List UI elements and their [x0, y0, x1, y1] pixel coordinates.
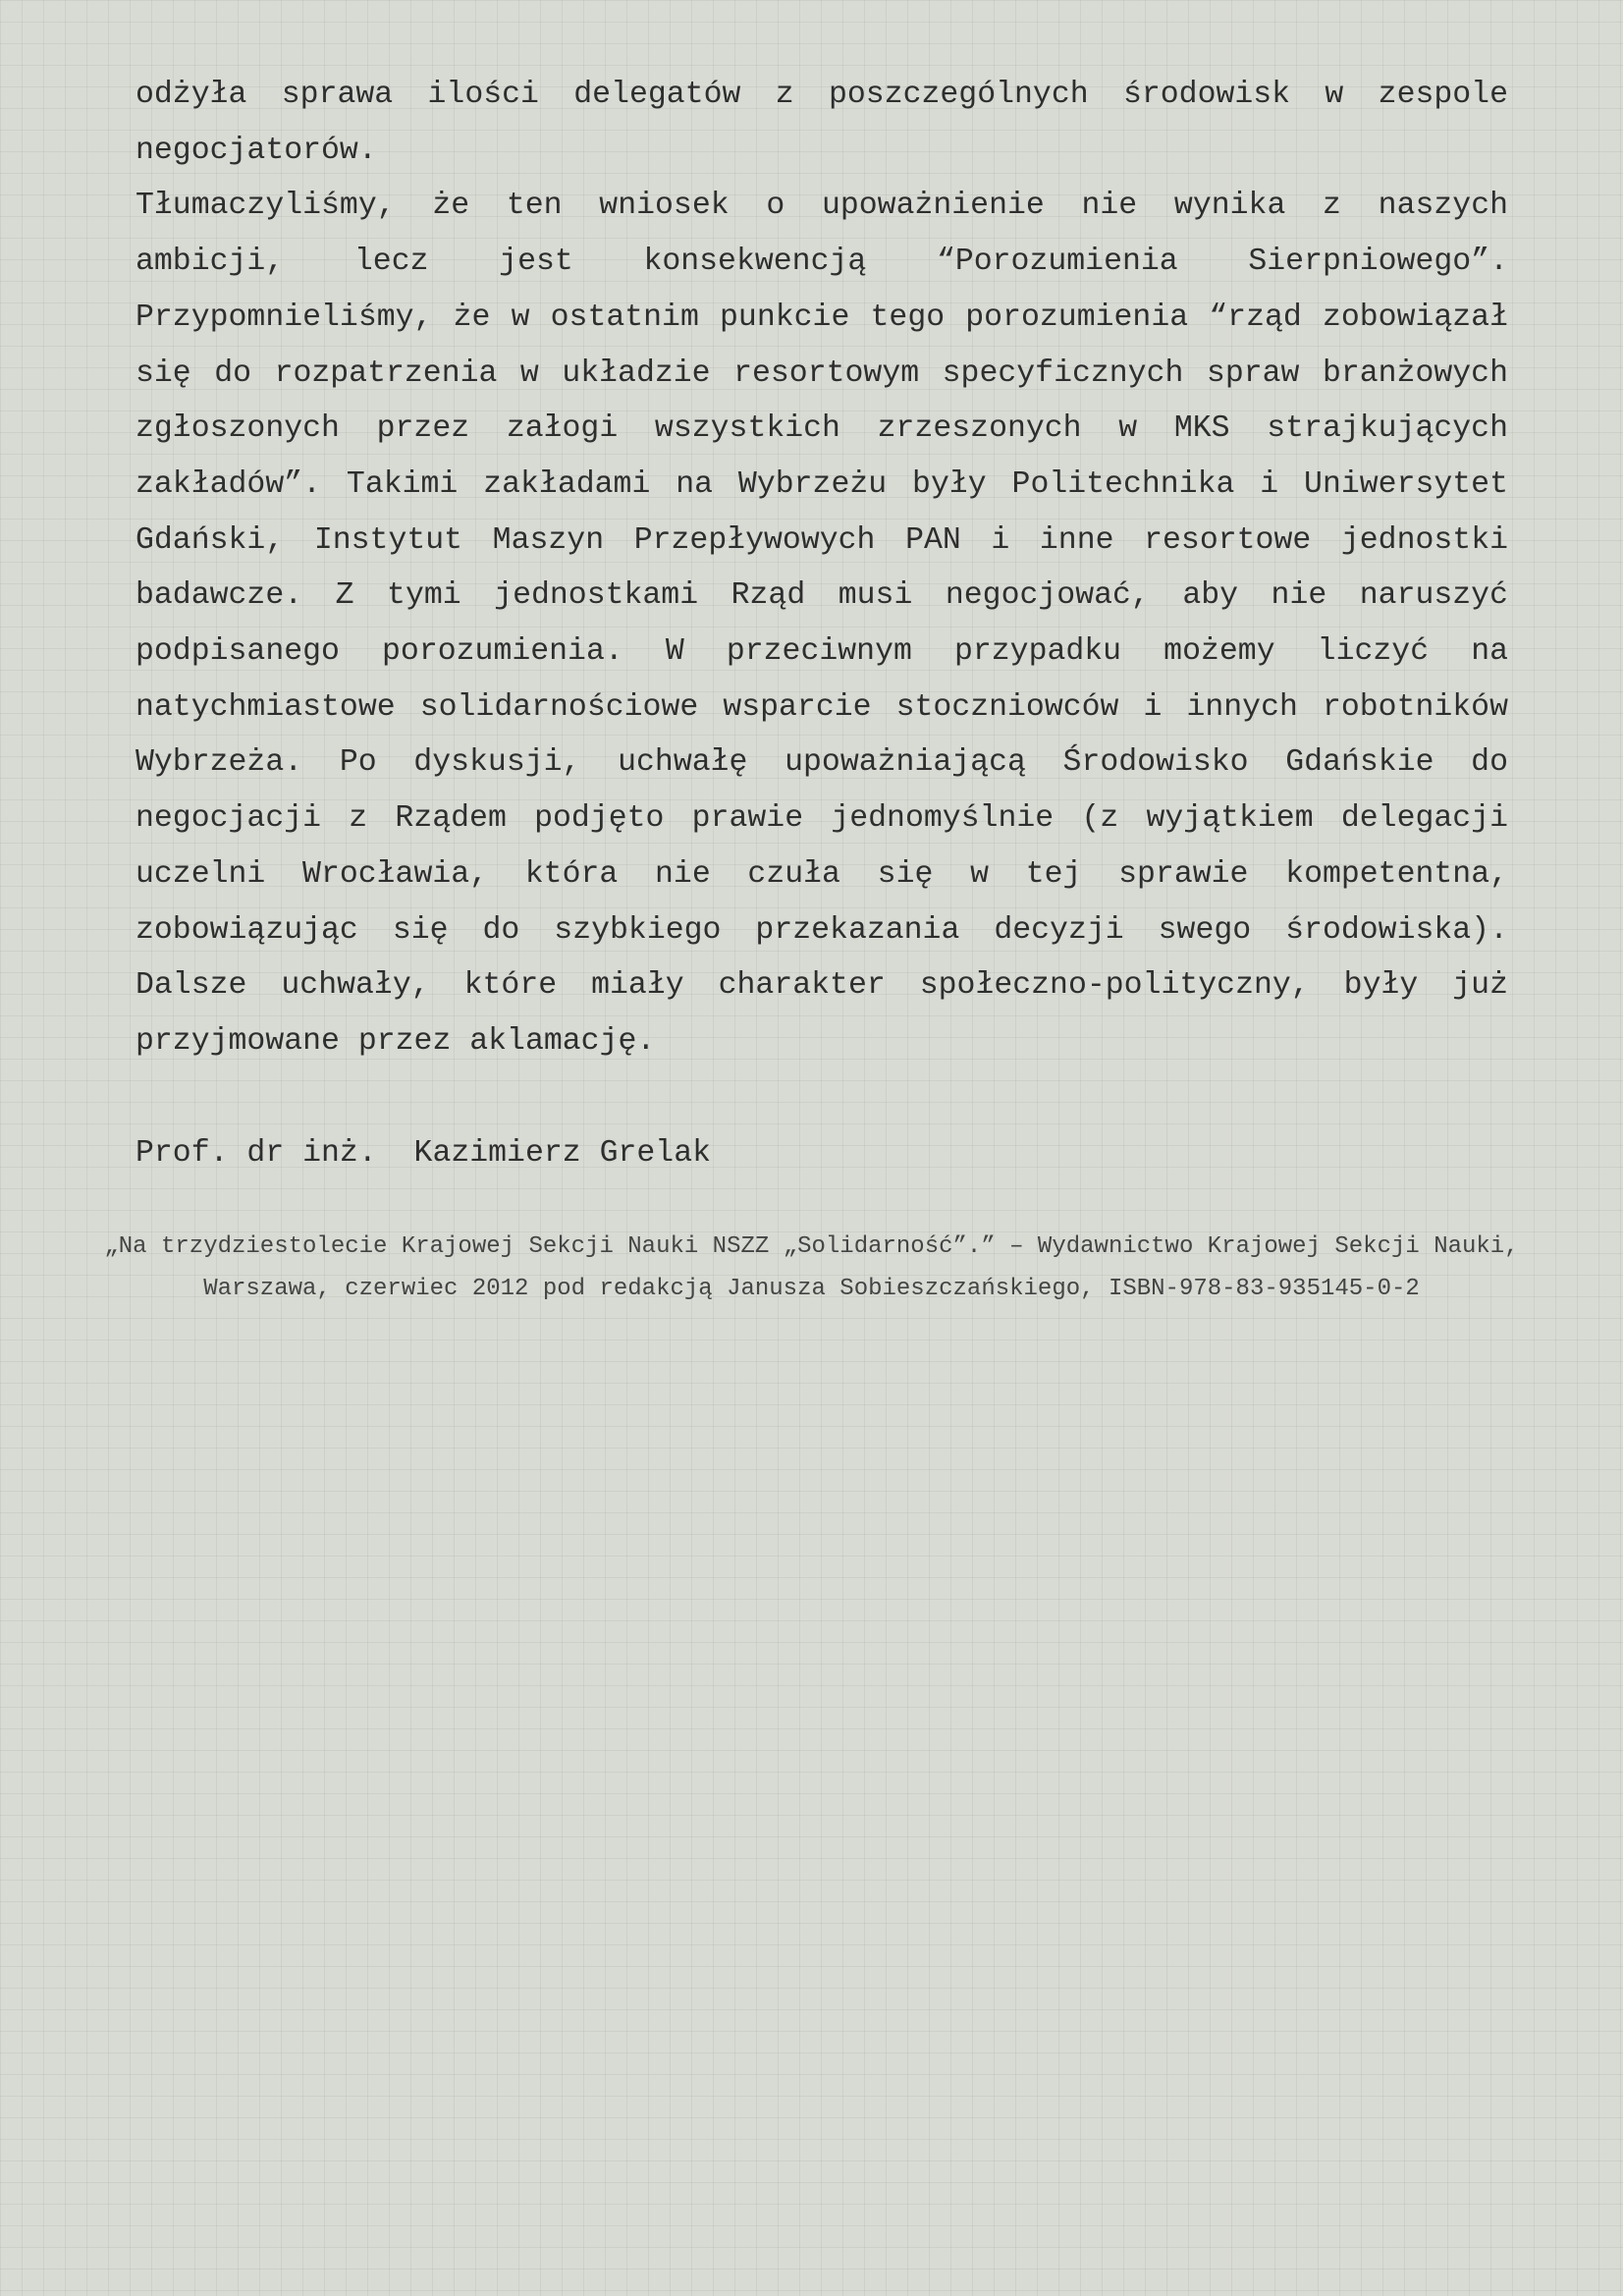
source-citation: [59, 1226, 1564, 1310]
paragraph-main: Tłumaczyliśmy, że ten wniosek o upoważnienie nie wynika z naszych ambicji, lecz jest konsekwencją “Porozumienia Sierpniowego”. Przypomnieliśmy, że w ostatnim punkcie tego porozumienia “rząd zobowiązał się do rozpatrzenia w układzie resortowym specyficznych spraw branżowych zgłoszonych przez załogi wszystkich zrzeszonych w MKS strajkujących zakładów”. Takimi zakładami na Wybrzeżu były Politechnika i Uniwersytet Gdański, Instytut Maszyn Przepływowych PAN i inne resortowe jednostki badawcze. Z tymi jednostkami Rząd musi negocjować, aby nie naruszyć podpisanego porozumienia. W przeciwnym przypadku możemy liczyć na natychmiastowe solidarnościowe wsparcie stoczniowców i innych robotników Wybrzeża. Po dyskusji, uchwałę upoważniającą Środowisko Gdańskie do negocjacji z Rządem podjęto prawie jednomyślnie (z wyjątkiem delegacji uczelni Wrocławia, która nie czuła się w tej sprawie kompetentna, zobowiązując się do szybkiego przekazania decyzji swego środowiska). Dalsze uchwały, które miały charakter społeczno-polityczny, były już przyjmowane przez aklamację.: [135, 189, 1508, 1059]
citation-line-2: Warszawa, czerwiec 2012 pod redakcją Janusza Sobieszczańskiego, ISBN-978-83-935145-0-2: [203, 1276, 1420, 1302]
paragraph-continuation: odżyła sprawa ilości delegatów z poszczególnych środowisk w zespole negocjatorów.: [135, 78, 1508, 168]
author-signature: Prof. dr inż. Kazimierz Grelak: [135, 1136, 711, 1171]
citation-line-1: „Na trzydziestolecie Krajowej Sekcji Nauki NSZZ „Solidarność”.” – Wydawnictwo Krajowej Sekcji Nauki,: [104, 1233, 1519, 1260]
document-body: [135, 68, 1508, 1070]
